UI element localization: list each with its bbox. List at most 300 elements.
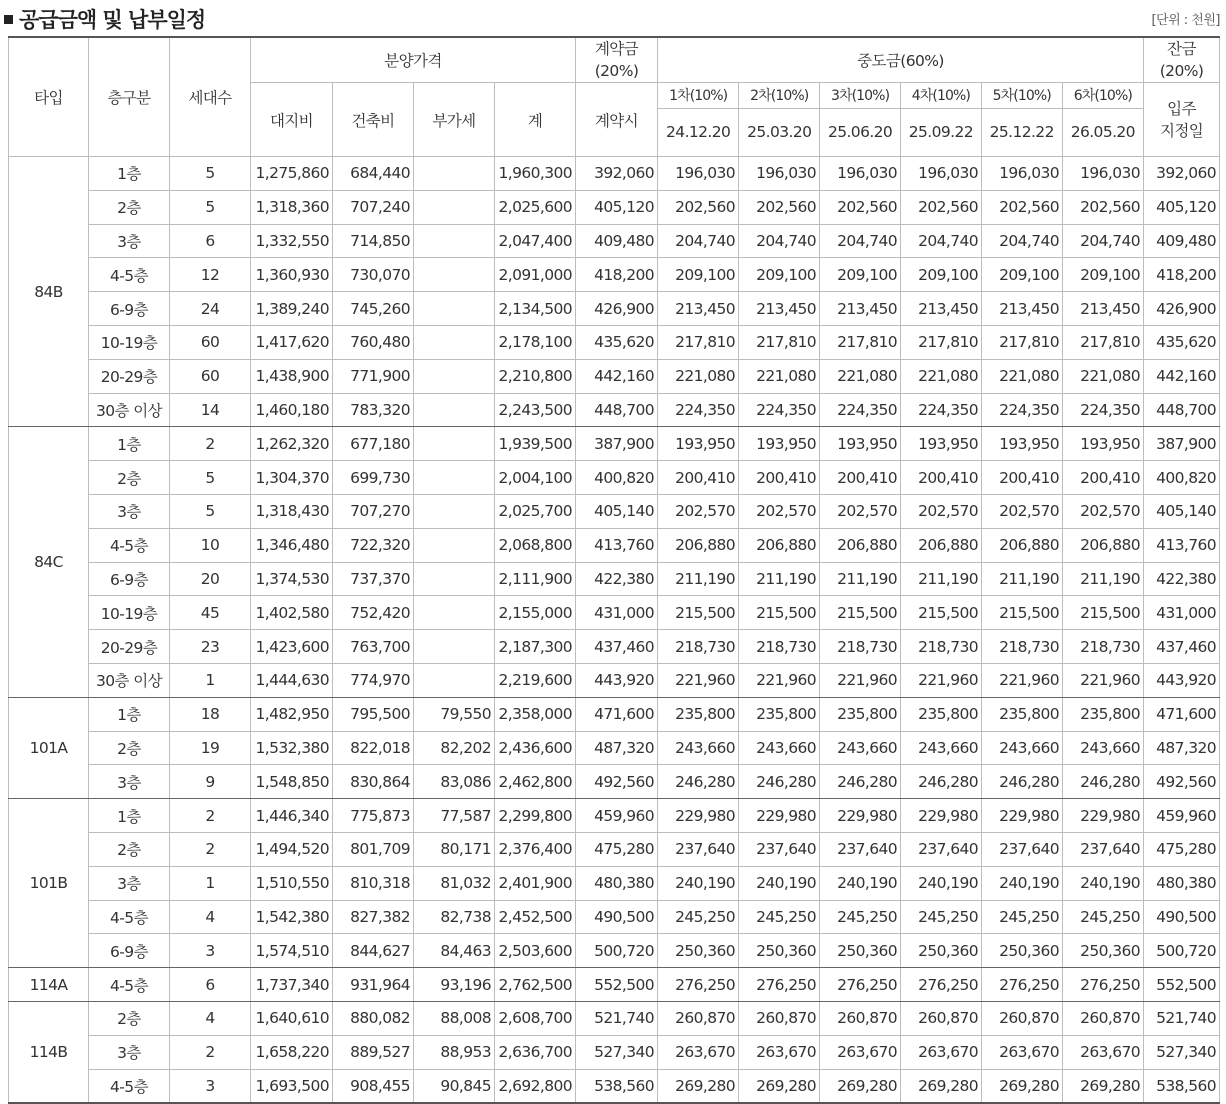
middle-2-cell: 213,450 — [739, 292, 820, 326]
vat-cell: 82,738 — [414, 900, 495, 934]
middle-6-cell: 240,190 — [1063, 866, 1144, 900]
table-row — [9, 359, 1220, 393]
balance-timing-line2: 지정일 — [1159, 121, 1204, 140]
land-cell: 1,640,610 — [251, 1001, 333, 1035]
installment-6: 6차(10%) — [1062, 83, 1143, 108]
total-cell: 2,358,000 — [495, 697, 576, 731]
title-row — [0, 0, 1226, 36]
middle-4-cell: 217,810 — [901, 325, 982, 359]
header-row-1 — [9, 37, 1220, 83]
contract-cell: 552,500 — [576, 968, 658, 1002]
middle-2-cell: 235,800 — [739, 697, 820, 731]
middle-6-cell: 202,560 — [1063, 190, 1144, 224]
land-cell: 1,332,550 — [251, 224, 333, 258]
total-cell: 2,025,600 — [495, 190, 576, 224]
floor-cell: 1층 — [89, 427, 170, 461]
vat-cell — [414, 663, 495, 697]
floor-cell: 1층 — [89, 697, 170, 731]
table-row — [9, 596, 1220, 630]
building-cell: 931,964 — [333, 968, 414, 1002]
land-cell: 1,510,550 — [251, 866, 333, 900]
type-cell: 84B — [9, 157, 89, 427]
total-cell: 2,178,100 — [495, 325, 576, 359]
floor-cell: 30층 이상 — [89, 663, 170, 697]
vat-cell — [414, 596, 495, 630]
middle-1-cell: 246,280 — [658, 765, 739, 799]
vat-cell — [414, 292, 495, 326]
table-row — [9, 799, 1220, 833]
total-cell: 2,436,600 — [495, 731, 576, 765]
middle-2-cell: 260,870 — [739, 1001, 820, 1035]
installment-3: 3차(10%) — [820, 83, 901, 108]
contract-cell: 480,380 — [576, 866, 658, 900]
balance-cell: 527,340 — [1144, 1035, 1220, 1069]
total-cell: 2,376,400 — [495, 832, 576, 866]
middle-4-cell: 215,500 — [901, 596, 982, 630]
middle-1-cell: 224,350 — [658, 393, 739, 427]
balance-cell: 490,500 — [1144, 900, 1220, 934]
middle-1-cell: 200,410 — [658, 461, 739, 495]
type-cell: 114A — [9, 968, 89, 1002]
middle-4-cell: 269,280 — [901, 1069, 982, 1103]
units-cell: 14 — [170, 393, 251, 427]
balance-cell: 475,280 — [1144, 832, 1220, 866]
units-cell: 5 — [170, 157, 251, 191]
vat-cell: 82,202 — [414, 731, 495, 765]
vat-cell: 90,845 — [414, 1069, 495, 1103]
building-cell: 783,320 — [333, 393, 414, 427]
middle-3-cell: 240,190 — [820, 866, 901, 900]
balance-cell: 431,000 — [1144, 596, 1220, 630]
table-row — [9, 1035, 1220, 1069]
total-cell: 2,091,000 — [495, 258, 576, 292]
middle-5-cell: 221,080 — [982, 359, 1063, 393]
installment-5: 5차(10%) — [981, 83, 1062, 108]
middle-4-cell: 211,190 — [901, 562, 982, 596]
floor-cell: 2층 — [89, 1001, 170, 1035]
floor-cell: 6-9층 — [89, 562, 170, 596]
middle-1-cell: 276,250 — [658, 968, 739, 1002]
table-row — [9, 325, 1220, 359]
middle-5-cell: 246,280 — [982, 765, 1063, 799]
contract-cell: 459,960 — [576, 799, 658, 833]
middle-6-cell: 246,280 — [1063, 765, 1144, 799]
table-row — [9, 461, 1220, 495]
units-cell: 23 — [170, 630, 251, 664]
total-cell: 1,960,300 — [495, 157, 576, 191]
middle-6-cell: 260,870 — [1063, 1001, 1144, 1035]
balance-cell: 405,140 — [1144, 494, 1220, 528]
middle-4-cell: 276,250 — [901, 968, 982, 1002]
units-cell: 60 — [170, 325, 251, 359]
middle-2-cell: 206,880 — [739, 528, 820, 562]
land-cell: 1,346,480 — [251, 528, 333, 562]
middle-1-cell: 196,030 — [658, 157, 739, 191]
middle-3-cell: 213,450 — [820, 292, 901, 326]
units-cell: 2 — [170, 427, 251, 461]
date-3: 25.06.20 — [820, 108, 901, 156]
middle-4-cell: 245,250 — [901, 900, 982, 934]
contract-cell: 490,500 — [576, 900, 658, 934]
middle-6-cell: 229,980 — [1063, 799, 1144, 833]
vat-cell — [414, 359, 495, 393]
units-cell: 60 — [170, 359, 251, 393]
contract-cell: 405,120 — [576, 190, 658, 224]
middle-1-cell: 221,080 — [658, 359, 739, 393]
middle-2-cell: 246,280 — [739, 765, 820, 799]
date-6: 26.05.20 — [1062, 108, 1143, 156]
middle-2-cell: 221,960 — [739, 663, 820, 697]
units-cell: 1 — [170, 663, 251, 697]
middle-2-cell: 217,810 — [739, 325, 820, 359]
contract-cell: 405,140 — [576, 494, 658, 528]
land-cell: 1,360,930 — [251, 258, 333, 292]
date-4: 25.09.22 — [900, 108, 981, 156]
middle-1-cell: 217,810 — [658, 325, 739, 359]
middle-6-cell: 204,740 — [1063, 224, 1144, 258]
middle-2-cell: 240,190 — [739, 866, 820, 900]
land-cell: 1,444,630 — [251, 663, 333, 697]
building-cell: 730,070 — [333, 258, 414, 292]
floor-cell: 4-5층 — [89, 1069, 170, 1103]
middle-5-cell: 237,640 — [982, 832, 1063, 866]
balance-cell: 422,380 — [1144, 562, 1220, 596]
middle-6-cell: 206,880 — [1063, 528, 1144, 562]
middle-5-cell: 276,250 — [982, 968, 1063, 1002]
total-cell: 2,762,500 — [495, 968, 576, 1002]
middle-6-cell: 209,100 — [1063, 258, 1144, 292]
middle-6-cell: 245,250 — [1063, 900, 1144, 934]
table-row — [9, 190, 1220, 224]
middle-5-cell: 206,880 — [982, 528, 1063, 562]
middle-2-cell: 269,280 — [739, 1069, 820, 1103]
middle-2-cell: 221,080 — [739, 359, 820, 393]
middle-3-cell: 193,950 — [820, 427, 901, 461]
building-cell: 908,455 — [333, 1069, 414, 1103]
floor-cell: 4-5층 — [89, 968, 170, 1002]
balance-cell: 413,760 — [1144, 528, 1220, 562]
balance-cell: 521,740 — [1144, 1001, 1220, 1035]
date-5: 25.12.22 — [981, 108, 1062, 156]
land-cell: 1,532,380 — [251, 731, 333, 765]
contract-cell: 500,720 — [576, 934, 658, 968]
table-row — [9, 494, 1220, 528]
middle-2-cell: 250,360 — [739, 934, 820, 968]
middle-4-cell: 243,660 — [901, 731, 982, 765]
middle-4-cell: 221,080 — [901, 359, 982, 393]
units-cell: 5 — [170, 461, 251, 495]
total-cell: 2,210,800 — [495, 359, 576, 393]
middle-2-cell: 200,410 — [739, 461, 820, 495]
land-cell: 1,693,500 — [251, 1069, 333, 1103]
balance-cell: 538,560 — [1144, 1069, 1220, 1103]
middle-4-cell: 204,740 — [901, 224, 982, 258]
middle-5-cell: 204,740 — [982, 224, 1063, 258]
middle-6-cell: 213,450 — [1063, 292, 1144, 326]
contract-cell: 400,820 — [576, 461, 658, 495]
middle-2-cell: 276,250 — [739, 968, 820, 1002]
middle-2-cell: 211,190 — [739, 562, 820, 596]
middle-3-cell: 237,640 — [820, 832, 901, 866]
middle-2-cell: 237,640 — [739, 832, 820, 866]
vat-cell: 79,550 — [414, 697, 495, 731]
middle-3-cell: 217,810 — [820, 325, 901, 359]
land-cell: 1,737,340 — [251, 968, 333, 1002]
building-cell: 707,240 — [333, 190, 414, 224]
building-cell: 763,700 — [333, 630, 414, 664]
middle-5-cell: 269,280 — [982, 1069, 1063, 1103]
middle-4-cell: 237,640 — [901, 832, 982, 866]
middle-2-cell: 245,250 — [739, 900, 820, 934]
middle-5-cell: 250,360 — [982, 934, 1063, 968]
middle-1-cell: 240,190 — [658, 866, 739, 900]
middle-1-cell: 202,560 — [658, 190, 739, 224]
middle-3-cell: 202,560 — [820, 190, 901, 224]
land-cell: 1,304,370 — [251, 461, 333, 495]
balance-cell: 459,960 — [1144, 799, 1220, 833]
land-cell: 1,658,220 — [251, 1035, 333, 1069]
building-cell: 880,082 — [333, 1001, 414, 1035]
vat-cell — [414, 461, 495, 495]
middle-2-cell: 215,500 — [739, 596, 820, 630]
unit-label: [단위 : 천원] — [1151, 13, 1220, 28]
building-cell: 889,527 — [333, 1035, 414, 1069]
table-row — [9, 900, 1220, 934]
middle-6-cell: 269,280 — [1063, 1069, 1144, 1103]
balance-cell: 392,060 — [1144, 157, 1220, 191]
middle-4-cell: 240,190 — [901, 866, 982, 900]
units-cell: 45 — [170, 596, 251, 630]
land-cell: 1,262,320 — [251, 427, 333, 461]
building-cell: 844,627 — [333, 934, 414, 968]
land-cell: 1,482,950 — [251, 697, 333, 731]
section-title — [4, 4, 205, 34]
building-cell: 737,370 — [333, 562, 414, 596]
table-header — [9, 37, 1220, 157]
contract-header-line2: (20%) — [594, 62, 639, 80]
vat-cell: 88,008 — [414, 1001, 495, 1035]
col-vat-header: 부가세 — [414, 83, 495, 157]
middle-1-cell: 260,870 — [658, 1001, 739, 1035]
total-cell: 2,299,800 — [495, 799, 576, 833]
vat-cell: 83,086 — [414, 765, 495, 799]
land-cell: 1,402,580 — [251, 596, 333, 630]
middle-6-cell: 221,080 — [1063, 359, 1144, 393]
balance-cell: 426,900 — [1144, 292, 1220, 326]
table-row — [9, 968, 1220, 1002]
middle-5-cell: 243,660 — [982, 731, 1063, 765]
building-cell: 774,970 — [333, 663, 414, 697]
contract-cell: 471,600 — [576, 697, 658, 731]
contract-cell: 487,320 — [576, 731, 658, 765]
total-cell: 2,608,700 — [495, 1001, 576, 1035]
table-row — [9, 1069, 1220, 1103]
supply-price-table — [8, 36, 1220, 1104]
middle-2-cell: 263,670 — [739, 1035, 820, 1069]
table-row — [9, 765, 1220, 799]
balance-cell: 492,560 — [1144, 765, 1220, 799]
units-cell: 4 — [170, 1001, 251, 1035]
total-cell: 2,243,500 — [495, 393, 576, 427]
land-cell: 1,548,850 — [251, 765, 333, 799]
middle-5-cell: 229,980 — [982, 799, 1063, 833]
contract-cell: 435,620 — [576, 325, 658, 359]
land-cell: 1,446,340 — [251, 799, 333, 833]
middle-4-cell: 200,410 — [901, 461, 982, 495]
middle-2-cell: 202,570 — [739, 494, 820, 528]
middle-6-cell: 218,730 — [1063, 630, 1144, 664]
middle-3-cell: 221,960 — [820, 663, 901, 697]
middle-4-cell: 193,950 — [901, 427, 982, 461]
floor-cell: 4-5층 — [89, 528, 170, 562]
middle-4-cell: 213,450 — [901, 292, 982, 326]
units-cell: 19 — [170, 731, 251, 765]
land-cell: 1,389,240 — [251, 292, 333, 326]
date-1: 24.12.20 — [658, 108, 739, 156]
type-cell: 84C — [9, 427, 89, 697]
contract-cell: 521,740 — [576, 1001, 658, 1035]
vat-cell: 93,196 — [414, 968, 495, 1002]
table-body — [9, 157, 1220, 1103]
vat-cell: 80,171 — [414, 832, 495, 866]
building-cell: 714,850 — [333, 224, 414, 258]
total-cell: 2,025,700 — [495, 494, 576, 528]
middle-5-cell: 217,810 — [982, 325, 1063, 359]
contract-cell: 437,460 — [576, 630, 658, 664]
middle-5-cell: 196,030 — [982, 157, 1063, 191]
table-row — [9, 292, 1220, 326]
middle-1-cell: 243,660 — [658, 731, 739, 765]
middle-6-cell: 235,800 — [1063, 697, 1144, 731]
contract-cell: 418,200 — [576, 258, 658, 292]
total-cell: 2,111,900 — [495, 562, 576, 596]
middle-6-cell: 237,640 — [1063, 832, 1144, 866]
middle-3-cell: 269,280 — [820, 1069, 901, 1103]
contract-cell: 426,900 — [576, 292, 658, 326]
vat-cell — [414, 157, 495, 191]
land-cell: 1,438,900 — [251, 359, 333, 393]
table-row — [9, 224, 1220, 258]
middle-6-cell: 221,960 — [1063, 663, 1144, 697]
units-cell: 6 — [170, 968, 251, 1002]
type-cell: 114B — [9, 1001, 89, 1102]
col-contract-header — [576, 37, 658, 83]
middle-installment-row — [658, 83, 1143, 108]
middle-1-cell: 263,670 — [658, 1035, 739, 1069]
vat-cell — [414, 325, 495, 359]
balance-cell: 418,200 — [1144, 258, 1220, 292]
middle-2-cell: 209,100 — [739, 258, 820, 292]
middle-4-cell: 202,570 — [901, 494, 982, 528]
middle-4-cell: 224,350 — [901, 393, 982, 427]
middle-3-cell: 204,740 — [820, 224, 901, 258]
contract-cell: 442,160 — [576, 359, 658, 393]
floor-cell: 3층 — [89, 1035, 170, 1069]
middle-6-cell: 217,810 — [1063, 325, 1144, 359]
table-row — [9, 1001, 1220, 1035]
balance-header-line2: (20%) — [1159, 62, 1204, 80]
middle-3-cell: 211,190 — [820, 562, 901, 596]
installment-4: 4차(10%) — [900, 83, 981, 108]
building-cell: 707,270 — [333, 494, 414, 528]
units-cell: 3 — [170, 1069, 251, 1103]
total-cell: 2,462,800 — [495, 765, 576, 799]
units-cell: 12 — [170, 258, 251, 292]
balance-timing-line1: 입주 — [1167, 99, 1196, 118]
land-cell: 1,460,180 — [251, 393, 333, 427]
balance-cell: 435,620 — [1144, 325, 1220, 359]
floor-cell: 1층 — [89, 157, 170, 191]
land-cell: 1,374,530 — [251, 562, 333, 596]
middle-1-cell: 229,980 — [658, 799, 739, 833]
vat-cell — [414, 258, 495, 292]
col-land-header: 대지비 — [251, 83, 333, 157]
floor-cell: 10-19층 — [89, 325, 170, 359]
total-cell: 2,047,400 — [495, 224, 576, 258]
vat-cell — [414, 190, 495, 224]
middle-5-cell: 224,350 — [982, 393, 1063, 427]
middle-1-cell: 206,880 — [658, 528, 739, 562]
square-bullet-icon — [4, 15, 13, 24]
building-cell: 827,382 — [333, 900, 414, 934]
table-row — [9, 157, 1220, 191]
middle-3-cell: 229,980 — [820, 799, 901, 833]
building-cell: 775,873 — [333, 799, 414, 833]
building-cell: 745,260 — [333, 292, 414, 326]
total-cell: 2,401,900 — [495, 866, 576, 900]
floor-cell: 2층 — [89, 832, 170, 866]
building-cell: 822,018 — [333, 731, 414, 765]
middle-5-cell: 202,570 — [982, 494, 1063, 528]
col-total-header: 계 — [495, 83, 576, 157]
middle-3-cell: 221,080 — [820, 359, 901, 393]
middle-1-cell: 215,500 — [658, 596, 739, 630]
vat-cell — [414, 427, 495, 461]
col-balance-timing — [1144, 83, 1220, 157]
installment-1: 1차(10%) — [658, 83, 739, 108]
balance-cell: 400,820 — [1144, 461, 1220, 495]
col-middle-dates — [658, 83, 1144, 157]
middle-5-cell: 260,870 — [982, 1001, 1063, 1035]
units-cell: 2 — [170, 1035, 251, 1069]
building-cell: 760,480 — [333, 325, 414, 359]
middle-1-cell: 211,190 — [658, 562, 739, 596]
building-cell: 684,440 — [333, 157, 414, 191]
balance-cell: 471,600 — [1144, 697, 1220, 731]
balance-cell: 387,900 — [1144, 427, 1220, 461]
middle-1-cell: 250,360 — [658, 934, 739, 968]
middle-4-cell: 246,280 — [901, 765, 982, 799]
middle-4-cell: 263,670 — [901, 1035, 982, 1069]
middle-6-cell: 250,360 — [1063, 934, 1144, 968]
middle-3-cell: 263,670 — [820, 1035, 901, 1069]
middle-5-cell: 235,800 — [982, 697, 1063, 731]
middle-3-cell: 250,360 — [820, 934, 901, 968]
units-cell: 6 — [170, 224, 251, 258]
contract-cell: 443,920 — [576, 663, 658, 697]
middle-3-cell: 206,880 — [820, 528, 901, 562]
middle-1-cell: 237,640 — [658, 832, 739, 866]
middle-3-cell: 235,800 — [820, 697, 901, 731]
balance-cell: 409,480 — [1144, 224, 1220, 258]
vat-cell: 88,953 — [414, 1035, 495, 1069]
middle-3-cell: 224,350 — [820, 393, 901, 427]
middle-2-cell: 202,560 — [739, 190, 820, 224]
balance-cell: 437,460 — [1144, 630, 1220, 664]
contract-header-line1: 계약금 — [594, 40, 639, 58]
installment-2: 2차(10%) — [739, 83, 820, 108]
table-row — [9, 258, 1220, 292]
